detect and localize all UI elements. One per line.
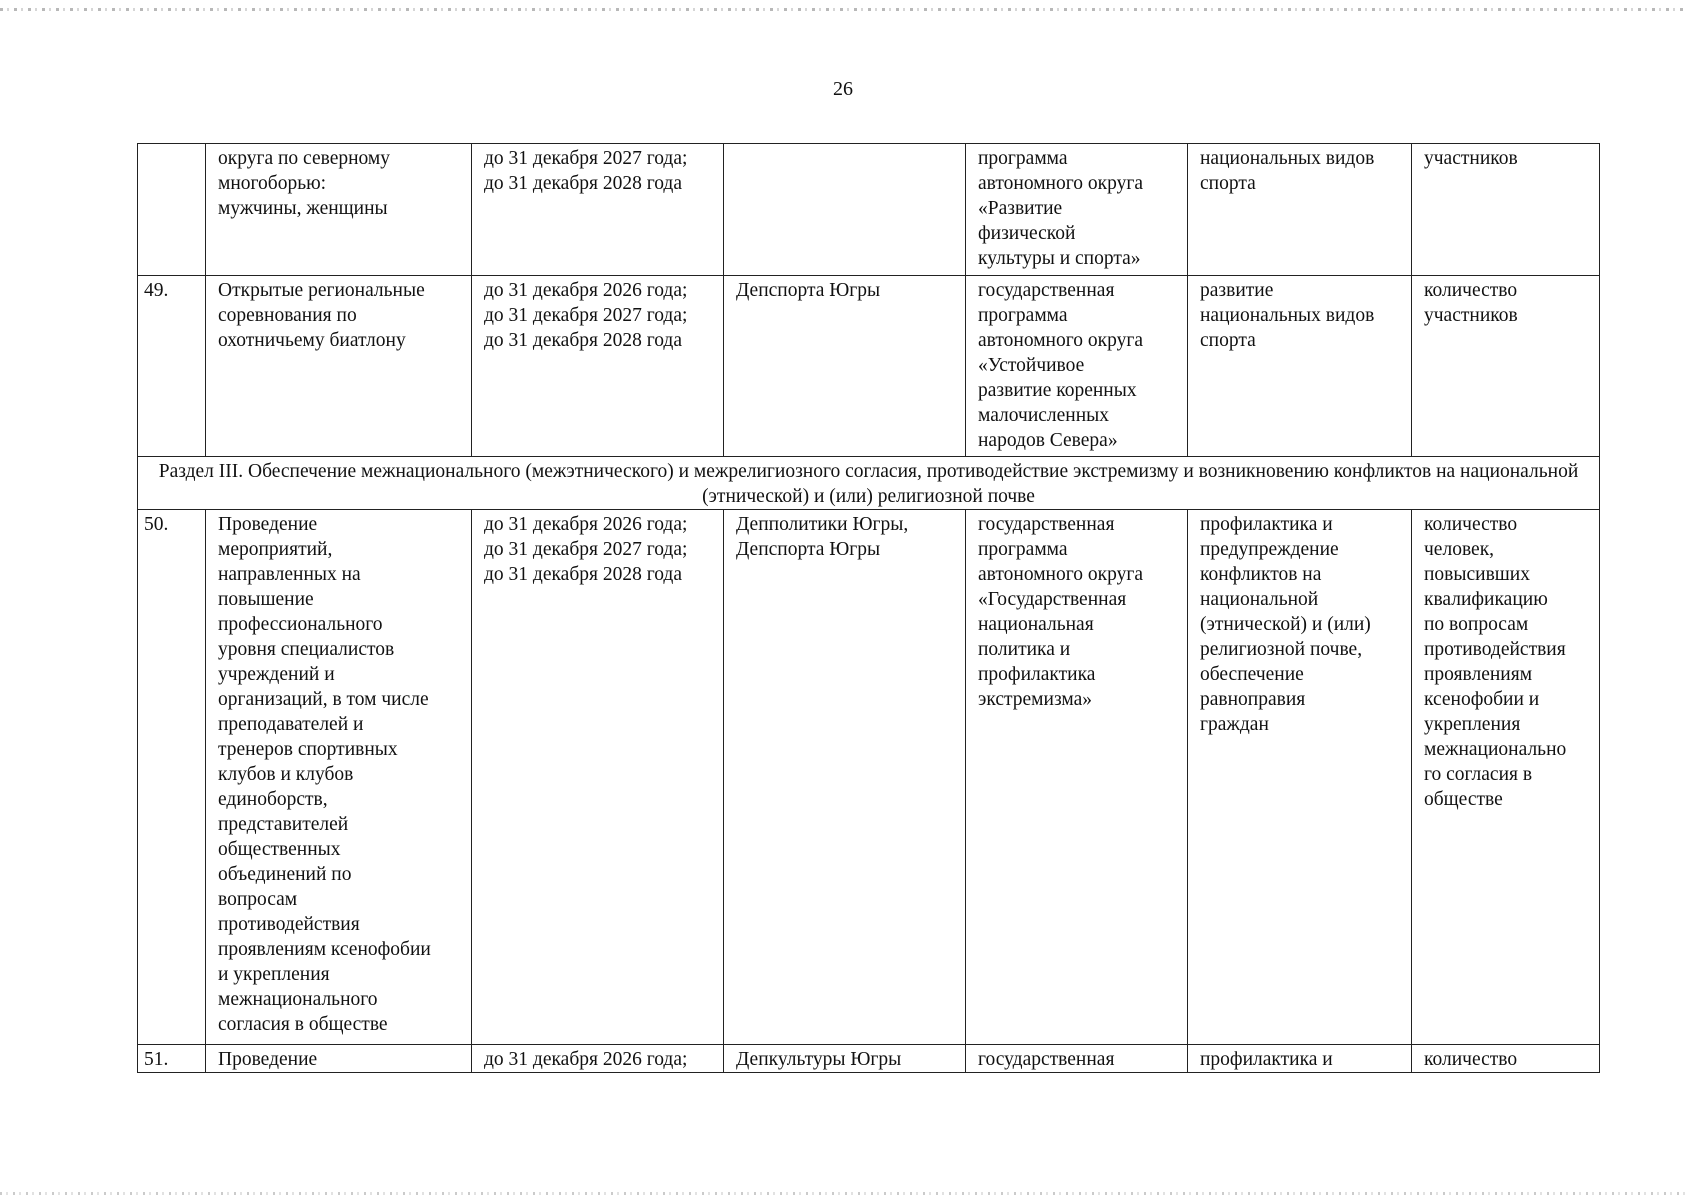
- program-cell: программа автономного округа «Развитие физической культуры и спорта»: [966, 144, 1188, 276]
- page-number: 26: [833, 78, 853, 100]
- event-cell: Проведение: [206, 1045, 472, 1073]
- row-number: 50.: [138, 510, 206, 1045]
- responsible-cell: Депполитики Югры, Депспорта Югры: [724, 510, 966, 1045]
- goal-cell: национальных видов спорта: [1188, 144, 1412, 276]
- responsible-cell: Депспорта Югры: [724, 276, 966, 457]
- indicator-cell: количество человек, повысивших квалификацию по вопросам противодействия проявлениям ксенофобии и укрепления межнационально го согласия в обществе: [1412, 510, 1600, 1045]
- responsible-cell: [724, 144, 966, 276]
- program-cell: государственная программа автономного округа «Устойчивое развитие коренных малочисленных народов Севера»: [966, 276, 1188, 457]
- table-row: [138, 1045, 1600, 1073]
- deadline-cell: до 31 декабря 2026 года; до 31 декабря 2027 года; до 31 декабря 2028 года: [472, 510, 724, 1045]
- measures-table: [137, 143, 1600, 1073]
- row-number: 51.: [138, 1045, 206, 1073]
- table-row: [138, 276, 1600, 457]
- responsible-cell: Депкультуры Югры: [724, 1045, 966, 1073]
- program-cell: государственная программа автономного округа «Государственная национальная политика и профилактика экстремизма»: [966, 510, 1188, 1045]
- deadline-cell: до 31 декабря 2026 года; до 31 декабря 2027 года; до 31 декабря 2028 года: [472, 276, 724, 457]
- event-cell: округа по северному многоборью: мужчины, женщины: [206, 144, 472, 276]
- table-row: [138, 510, 1600, 1045]
- event-cell: Открытые региональные соревнования по охотничьему биатлону: [206, 276, 472, 457]
- section-row: [138, 457, 1600, 510]
- deadline-cell: до 31 декабря 2027 года; до 31 декабря 2028 года: [472, 144, 724, 276]
- row-number: 49.: [138, 276, 206, 457]
- scan-edge-top: [0, 8, 1686, 11]
- section-heading: Раздел III. Обеспечение межнационального (межэтнического) и межрелигиозного согласия, противодействие экстремизму и возникновению конфликтов на национальной (этнической) и (или) религиозной почве: [138, 457, 1600, 510]
- row-number: [138, 144, 206, 276]
- goal-cell: профилактика и предупреждение конфликтов на национальной (этнической) и (или) религиозной почве, обеспечение равноправия граждан: [1188, 510, 1412, 1045]
- table-row: [138, 144, 1600, 276]
- indicator-cell: количество участников: [1412, 276, 1600, 457]
- indicator-cell: количество: [1412, 1045, 1600, 1073]
- scan-edge-bottom: [0, 1192, 1686, 1195]
- program-cell: государственная: [966, 1045, 1188, 1073]
- goal-cell: профилактика и: [1188, 1045, 1412, 1073]
- goal-cell: развитие национальных видов спорта: [1188, 276, 1412, 457]
- indicator-cell: участников: [1412, 144, 1600, 276]
- deadline-cell: до 31 декабря 2026 года;: [472, 1045, 724, 1073]
- event-cell: Проведение мероприятий, направленных на повышение профессионального уровня специалистов учреждений и организаций, в том числе преподавателей и тренеров спортивных клубов и клубов единоборств, представителей общественных объединений по вопросам противодействия проявлениям ксенофобии и укрепления межнационального согласия в обществе: [206, 510, 472, 1045]
